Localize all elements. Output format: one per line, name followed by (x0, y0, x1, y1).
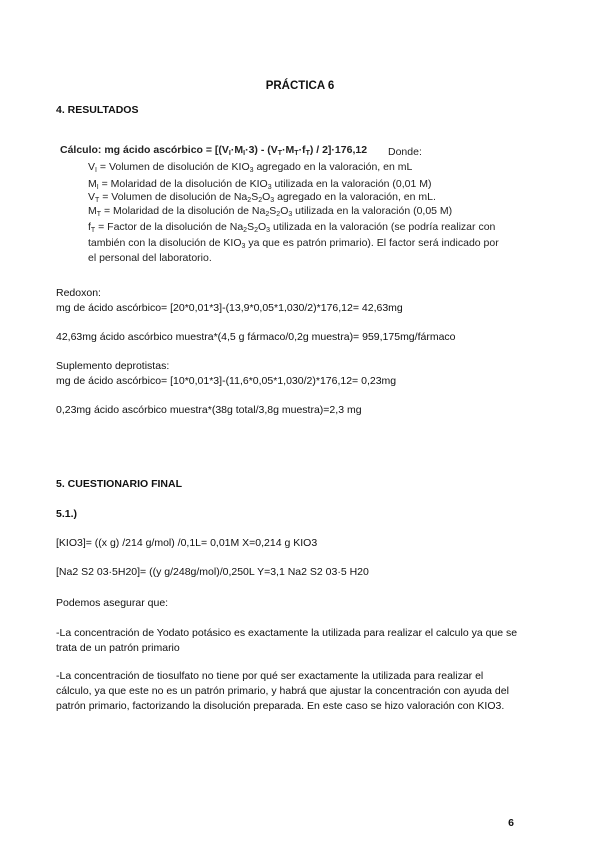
paragraph-2-line-1: -La concentración de tiosulfato no tiene por qué ser exactamente la utilizada para realizar el (56, 670, 484, 682)
suplemento-result: 0,23mg ácido ascórbico muestra*(38g total/3,8g muestra)=2,3 mg (56, 404, 362, 416)
donde-label: Donde: (388, 146, 422, 158)
definition-mi: $M_I$ = Molaridad de la disolución de $KIO_3$ utilizada en la valoración (0,01 M) (88, 178, 432, 191)
redoxon-result: 42,63mg ácido ascórbico muestra*(4,5 g fármaco/0,2g muestra)= 959,175mg/fármaco (56, 331, 456, 343)
page-title: PRÁCTICA 6 (265, 80, 335, 92)
paragraph-2-line-3: patrón primario, factorizando la disolución preparada. En este caso se hizo valoración con KIO3. (56, 700, 505, 712)
section-heading-resultados: 4. RESULTADOS (56, 104, 139, 116)
paragraph-1-line-2: trata de un patrón primario (56, 642, 180, 654)
definition-mt: $M_T$ = Molaridad de la disolución de $Na_2S_2O_3$ utilizada en la valoración (0,05 M) (88, 205, 453, 218)
na2s2o3-equation: [Na2 S2 03·5H20]= ((y g/248g/mol)/0,250L Y=3,1 Na2 S2 03·5 H20 (56, 566, 369, 578)
definition-ft: $f_T$ = Factor de la disolución de $Na_2S_2O_3$ utilizada en la valoración (se podría realizar con (88, 221, 496, 234)
suplemento-label: Suplemento deprotistas: (56, 360, 170, 372)
paragraph-1-line-1: -La concentración de Yodato potásico es exactamente la utilizada para realizar el calculo ya que se (56, 627, 518, 639)
suplemento-calc: mg de ácido ascórbico= [10*0,01*3]-(11,6*0,05*1,030/2)*176,12= 0,23mg (56, 375, 397, 387)
redoxon-label: Redoxon: (56, 287, 101, 299)
definition-ft-cont: también con la disolución de $KIO_3$ ya que es patrón primario). El factor será indicado por (88, 237, 499, 250)
definition-vi: $V_I$ = Volumen de disolución de $KIO_3$ agregado en la valoración, en mL (88, 161, 413, 174)
redoxon-calc: mg de ácido ascórbico= [20*0,01*3]-(13,9*0,05*1,030/2)*176,12= 42,63mg (56, 302, 403, 314)
formula-line: Cálculo: mg ácido ascórbico = $[(V_I\cdot M_I\cdot 3) - (V_T\cdot M_T\cdot f_T) / 2]\cdot 176,12$ (60, 144, 368, 157)
page-number: 6 (508, 817, 514, 829)
paragraph-2-line-2: cálculo, ya que este no es un patrón primario, y habrá que ajustar la concentración con ayuda del (56, 685, 509, 697)
definition-ft-end: el personal del laboratorio. (88, 252, 212, 264)
kio3-equation: [KIO3]= ((x g) /214 g/mol) /0,1L= 0,01M X=0,214 g KIO3 (56, 537, 318, 549)
definition-vt: $V_T$ = Volumen de disolución de $Na_2S_2O_3$ agregado en la valoración, en mL. (88, 191, 436, 204)
podemos-asegurar: Podemos asegurar que: (56, 597, 169, 609)
question-number: 5.1.) (56, 508, 78, 520)
section-heading-cuestionario: 5. CUESTIONARIO FINAL (56, 478, 183, 490)
